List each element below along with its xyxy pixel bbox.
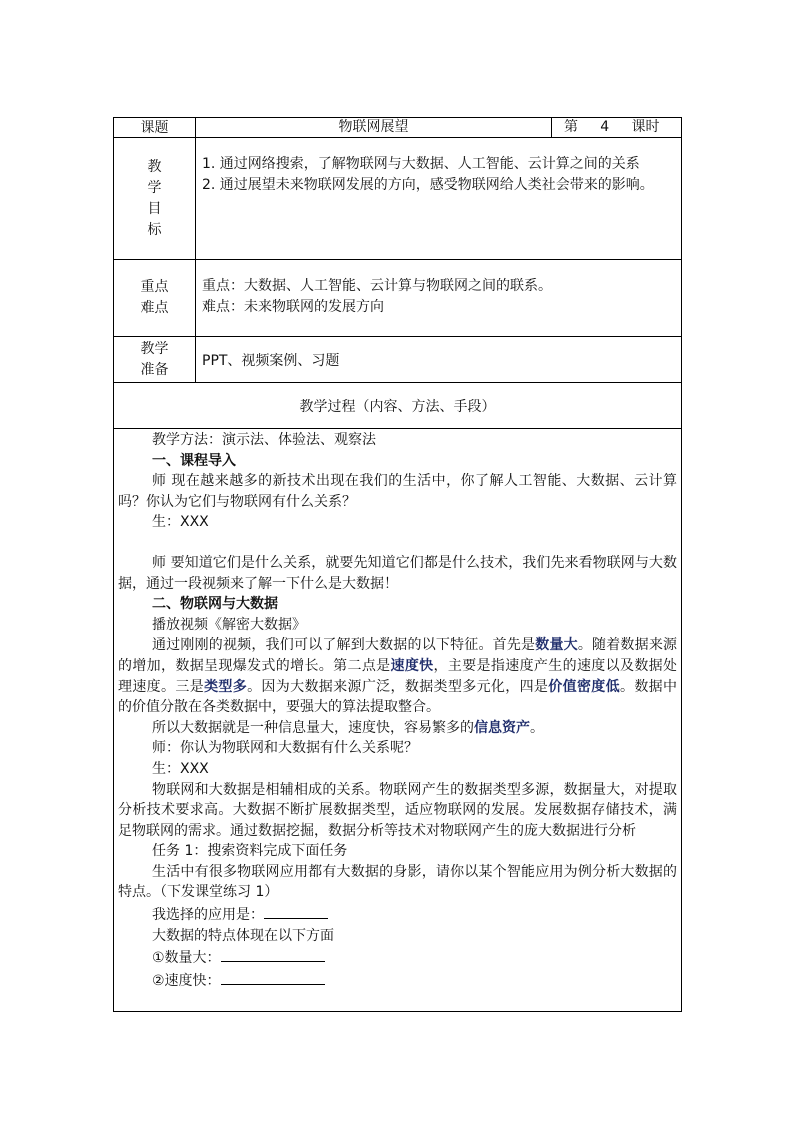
section-heading: 一、课程导入 (152, 452, 236, 469)
keypoints-content (196, 260, 682, 337)
prep-row (114, 337, 682, 383)
spacer (118, 533, 677, 553)
video-line: 播放视频《解密大数据》 (152, 616, 306, 633)
highlight-term: 价值密度低 (548, 678, 620, 695)
choose-line: 我选择的应用是： (118, 903, 677, 926)
prep-label: 教学 准备 (114, 337, 196, 383)
prep-content: PPT、视频案例、习题 (196, 337, 682, 383)
answer-blank[interactable] (221, 946, 325, 962)
process-title: 教学过程（内容、方法、手段） (114, 383, 682, 429)
features-paragraph: 通过刚刚的视频，我们可以了解到大数据的以下特征。首先是数量大。随着数据来源的增加，数据呈现爆发式的增长。第二点是速度快，主要是指速度产生的速度以及数据处理速度。三是类型多。因为大数据来源广泛，数据类型多元化，四是价值密度低。数据中的价值分散在各类数据中，要强大的算法提取整合。 (118, 637, 678, 716)
keypoint-item: 重点：大数据、人工智能、云计算与物联网之间的联系。 (202, 278, 552, 294)
process-header-row (114, 383, 682, 429)
objectives-label: 教 学 目 标 (114, 138, 196, 260)
lesson-suffix: 课时 (631, 119, 660, 135)
highlight-term: 数量大 (535, 637, 578, 654)
topic-value: 物联网展望 (196, 118, 552, 138)
keypoints-label: 重点 难点 (114, 260, 196, 337)
lesson-number-cell (552, 118, 682, 138)
answer-blank[interactable] (264, 903, 328, 919)
student-line: 生：XXX (152, 760, 209, 777)
teacher-line: 师 现在越来越多的新技术出现在我们的生活中，你了解人工智能、大数据、云计算吗？你认为它们与物联网有什么关系？ (118, 473, 677, 510)
keypoints-row (114, 260, 682, 337)
feature-item: ①数量大： (118, 946, 677, 969)
task-line: 任务 1：搜索资料完成下面任务 (152, 843, 348, 860)
keypoint-item: 难点：未来物联网的发展方向 (202, 299, 384, 315)
relation-paragraph: 物联网和大数据是相辅相成的关系。物联网产生的数据类型多源，数据量大，对提取分析技术要求高。大数据不断扩展数据类型，适应物联网的发展。发展数据存储技术，满足物联网的需求。通过数据挖掘，数据分析等技术对物联网产生的庞大数据进行分析 (118, 781, 677, 839)
method-line: 教学方法：演示法、体验法、观察法 (152, 432, 376, 448)
highlight-term: 类型多 (204, 678, 248, 695)
topic-row (114, 118, 682, 138)
topic-label: 课题 (114, 118, 196, 138)
lesson-plan-table (113, 117, 682, 1012)
objectives-content (196, 138, 682, 260)
feature-item: ②速度快： (118, 969, 677, 992)
features-intro: 大数据的特点体现在以下方面 (152, 927, 334, 944)
summary-paragraph: 所以大数据就是一种信息量大，速度快，容易繁多的信息资产。 (152, 719, 544, 736)
highlight-term: 信息资产 (474, 719, 530, 736)
answer-blank[interactable] (221, 969, 325, 985)
objective-item: 2. 通过展望未来物联网发展的方向，感受物联网给人类社会带来的影响。 (202, 177, 654, 193)
task-description: 生活中有很多物联网应用都有大数据的身影，请你以某个智能应用为例分析大数据的特点。（下发课堂练习 1） (118, 863, 677, 901)
lesson-number: 4 (600, 119, 610, 135)
teacher-line: 师 要知道它们是什么关系，就要先知道它们都是什么技术，我们先来看物联网与大数据，通过一段视频来了解一下什么是大数据！ (118, 554, 677, 592)
student-line: 生：XXX (152, 514, 209, 531)
highlight-term: 速度快 (390, 657, 434, 674)
objectives-row (114, 138, 682, 260)
objective-item: 1. 通过网络搜索，了解物联网与大数据、人工智能、云计算之间的关系 (202, 156, 640, 172)
process-body-row (114, 429, 682, 1012)
lesson-prefix: 第 (564, 119, 578, 135)
teacher-line: 师：你认为物联网和大数据有什么关系呢？ (152, 740, 418, 757)
section-heading: 二、物联网与大数据 (152, 596, 278, 613)
process-body (114, 429, 682, 1012)
